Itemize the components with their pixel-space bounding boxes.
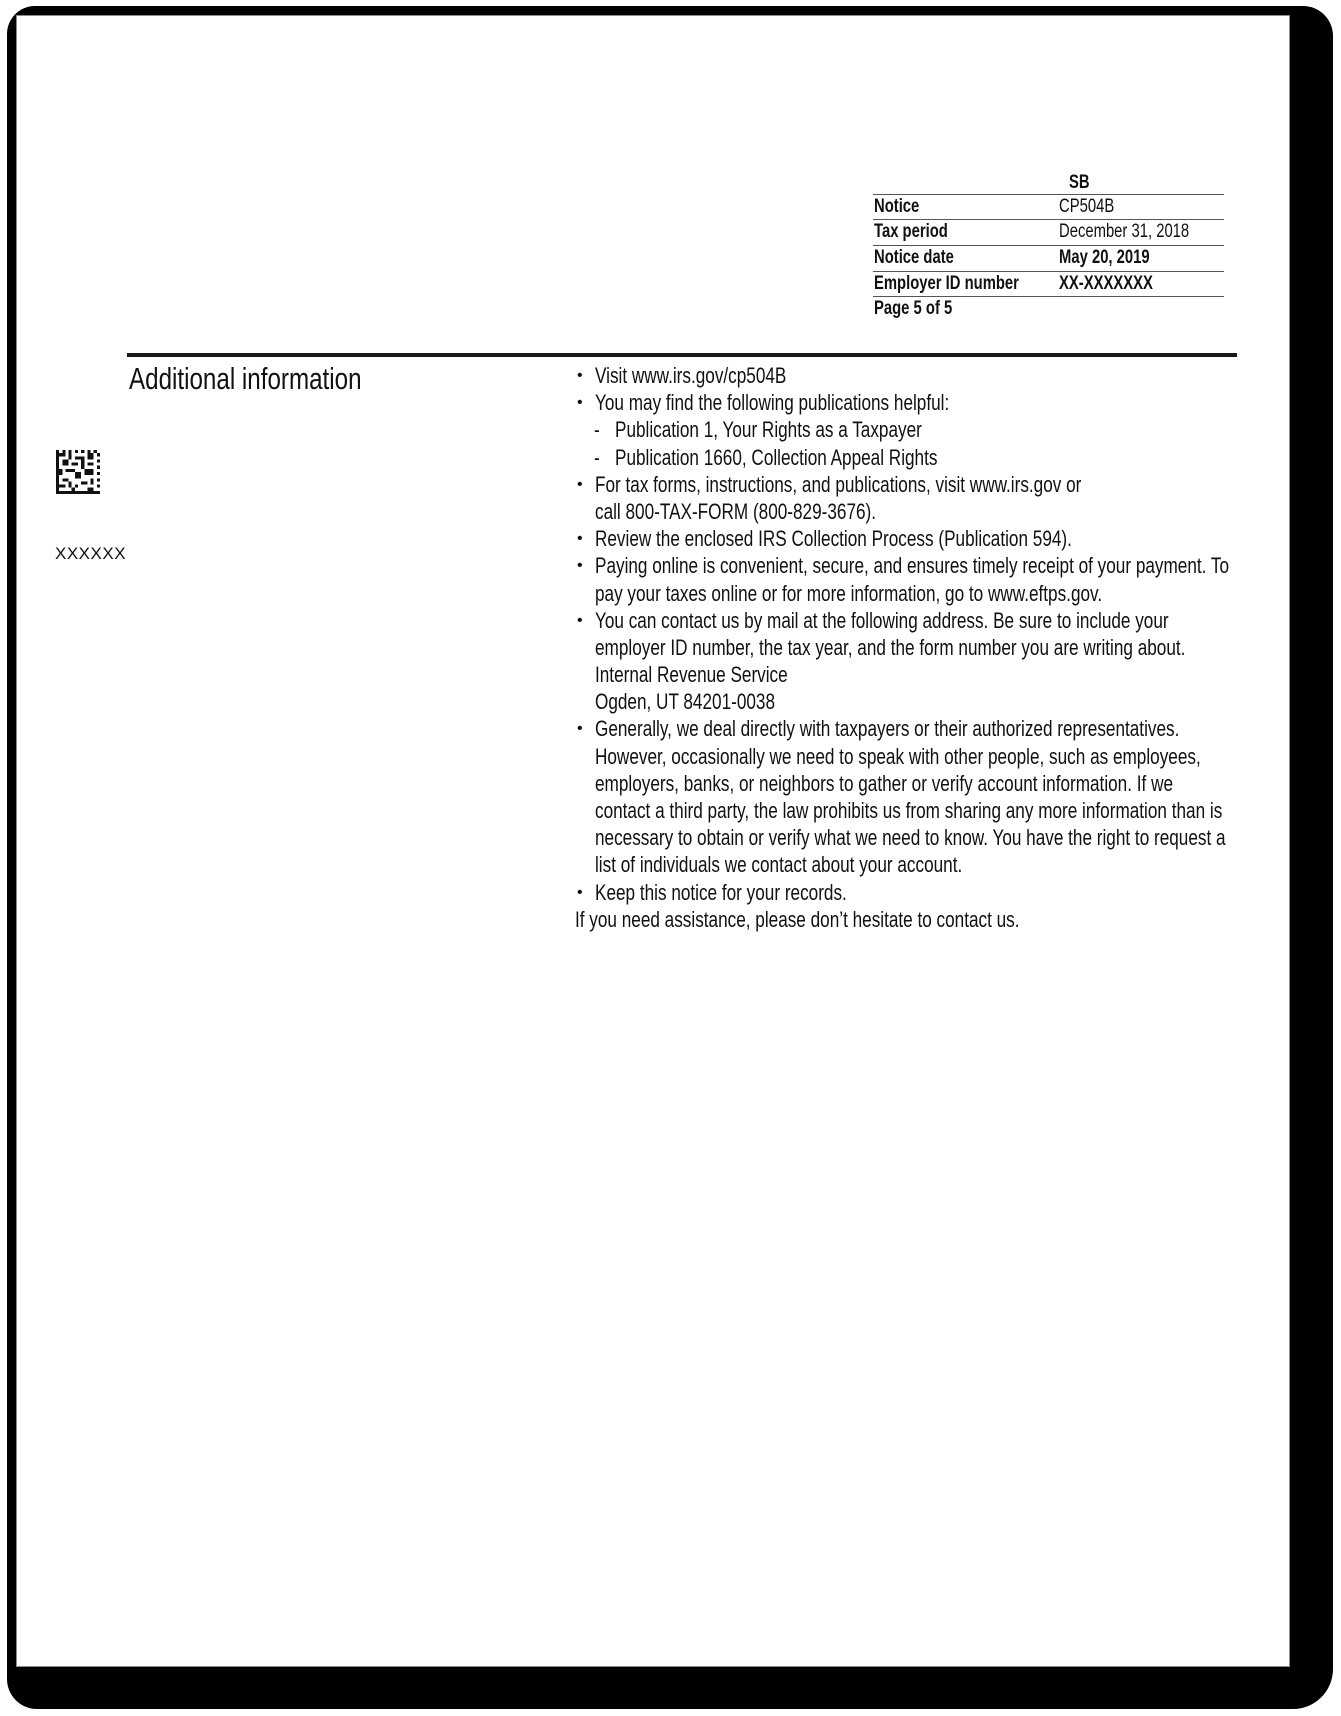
bullet-icon: • <box>577 475 583 493</box>
list-item-continuation <box>573 498 1253 525</box>
list-item <box>573 607 1253 634</box>
bullet-icon: • <box>577 611 583 629</box>
address-city: Ogden, UT 84201-0038 <box>595 689 775 715</box>
list-item-text: Review the enclosed IRS Collection Process (Publication 594). <box>595 526 1072 552</box>
list-item-text: call 800-TAX-FORM (800-829-3676). <box>595 498 877 524</box>
info-value: CP504B <box>1059 196 1115 217</box>
info-label: Employer ID number <box>874 273 1019 294</box>
list-item <box>573 552 1253 579</box>
list-item-text: pay your taxes online or for more information, go to www.eftps.gov. <box>595 580 1103 606</box>
closing-text: If you need assistance, please don’t hesitate to contact us. <box>575 906 1020 932</box>
datamatrix-barcode-icon <box>56 450 100 494</box>
list-item-continuation <box>573 634 1253 661</box>
list-item-text: You can contact us by mail at the following address. Be sure to include your <box>595 607 1169 633</box>
mailing-address-line <box>573 661 1253 688</box>
address-name: Internal Revenue Service <box>595 662 788 688</box>
info-value: XX-XXXXXXX <box>1059 273 1153 294</box>
bullet-icon: • <box>577 557 583 575</box>
info-row-employer-id <box>873 271 1224 297</box>
list-item-text: employers, banks, or neighbors to gather or verify account information. If we <box>595 770 1174 796</box>
list-item-text: contact a third party, the law prohibits us from sharing any more information than is <box>595 798 1223 823</box>
bullet-icon: • <box>577 394 583 412</box>
list-item-text: Generally, we deal directly with taxpayers or their authorized representatives. <box>595 716 1180 742</box>
closing-line <box>573 906 1253 933</box>
dash-icon: - <box>594 417 600 443</box>
list-item-text: Paying online is convenient, secure, and ensures timely receipt of your payment. To <box>595 553 1230 579</box>
sub-list-item-text: Publication 1, Your Rights as a Taxpayer <box>615 417 922 443</box>
list-item <box>573 879 1253 906</box>
list-item <box>573 525 1253 552</box>
list-item-text: You may find the following publications helpful: <box>595 390 950 416</box>
additional-information-list <box>573 362 1253 933</box>
mailing-address-line <box>573 688 1253 715</box>
sub-list-item <box>573 416 1253 443</box>
info-label: Tax period <box>874 221 948 242</box>
bullet-icon: • <box>577 367 583 384</box>
list-item <box>573 471 1253 498</box>
dash-icon: - <box>594 444 600 470</box>
section-title-text: Additional information <box>129 361 362 396</box>
list-item-continuation <box>573 851 1253 878</box>
side-code-text: XXXXXX <box>55 544 127 563</box>
list-item <box>573 362 1253 389</box>
info-row-page <box>873 296 1224 322</box>
list-item-continuation <box>573 797 1253 824</box>
sub-list-item-text: Publication 1660, Collection Appeal Rights <box>615 444 938 470</box>
info-value: May 20, 2019 <box>1059 247 1150 268</box>
info-value: December 31, 2018 <box>1059 221 1190 242</box>
notice-code-row <box>873 174 1224 193</box>
info-label: Notice date <box>874 247 954 268</box>
list-item-text: However, occasionally we need to speak with other people, such as employees, <box>595 743 1201 769</box>
list-item-text: necessary to obtain or verify what we need to know. You have the right to request a <box>595 825 1226 851</box>
page-indicator: Page 5 of 5 <box>874 298 953 319</box>
info-row-notice <box>873 194 1224 220</box>
info-label: Notice <box>874 196 920 217</box>
bullet-icon: • <box>577 530 583 548</box>
info-row-tax-period <box>873 219 1224 245</box>
list-item-text: For tax forms, instructions, and publications, visit www.irs.gov or <box>595 471 1082 497</box>
list-item-text: employer ID number, the tax year, and the form number you are writing about. <box>595 634 1186 660</box>
notice-code: SB <box>1069 172 1090 193</box>
sub-list-item <box>573 444 1253 471</box>
list-item <box>573 715 1253 742</box>
document-page <box>16 15 1290 1667</box>
list-item-text: list of individuals we contact about your account. <box>595 852 963 878</box>
info-row-notice-date <box>873 245 1224 271</box>
list-item-continuation <box>573 770 1253 797</box>
list-item <box>573 389 1253 416</box>
list-item-continuation <box>573 824 1253 851</box>
list-item-text: Visit www.irs.gov/cp504B <box>595 363 787 388</box>
list-item-continuation <box>573 743 1253 770</box>
list-item-continuation <box>573 580 1253 607</box>
section-divider <box>127 353 1237 357</box>
list-item-text: Keep this notice for your records. <box>595 879 847 905</box>
section-title <box>129 361 427 397</box>
bullet-icon: • <box>577 720 583 738</box>
bullet-icon: • <box>577 883 583 901</box>
